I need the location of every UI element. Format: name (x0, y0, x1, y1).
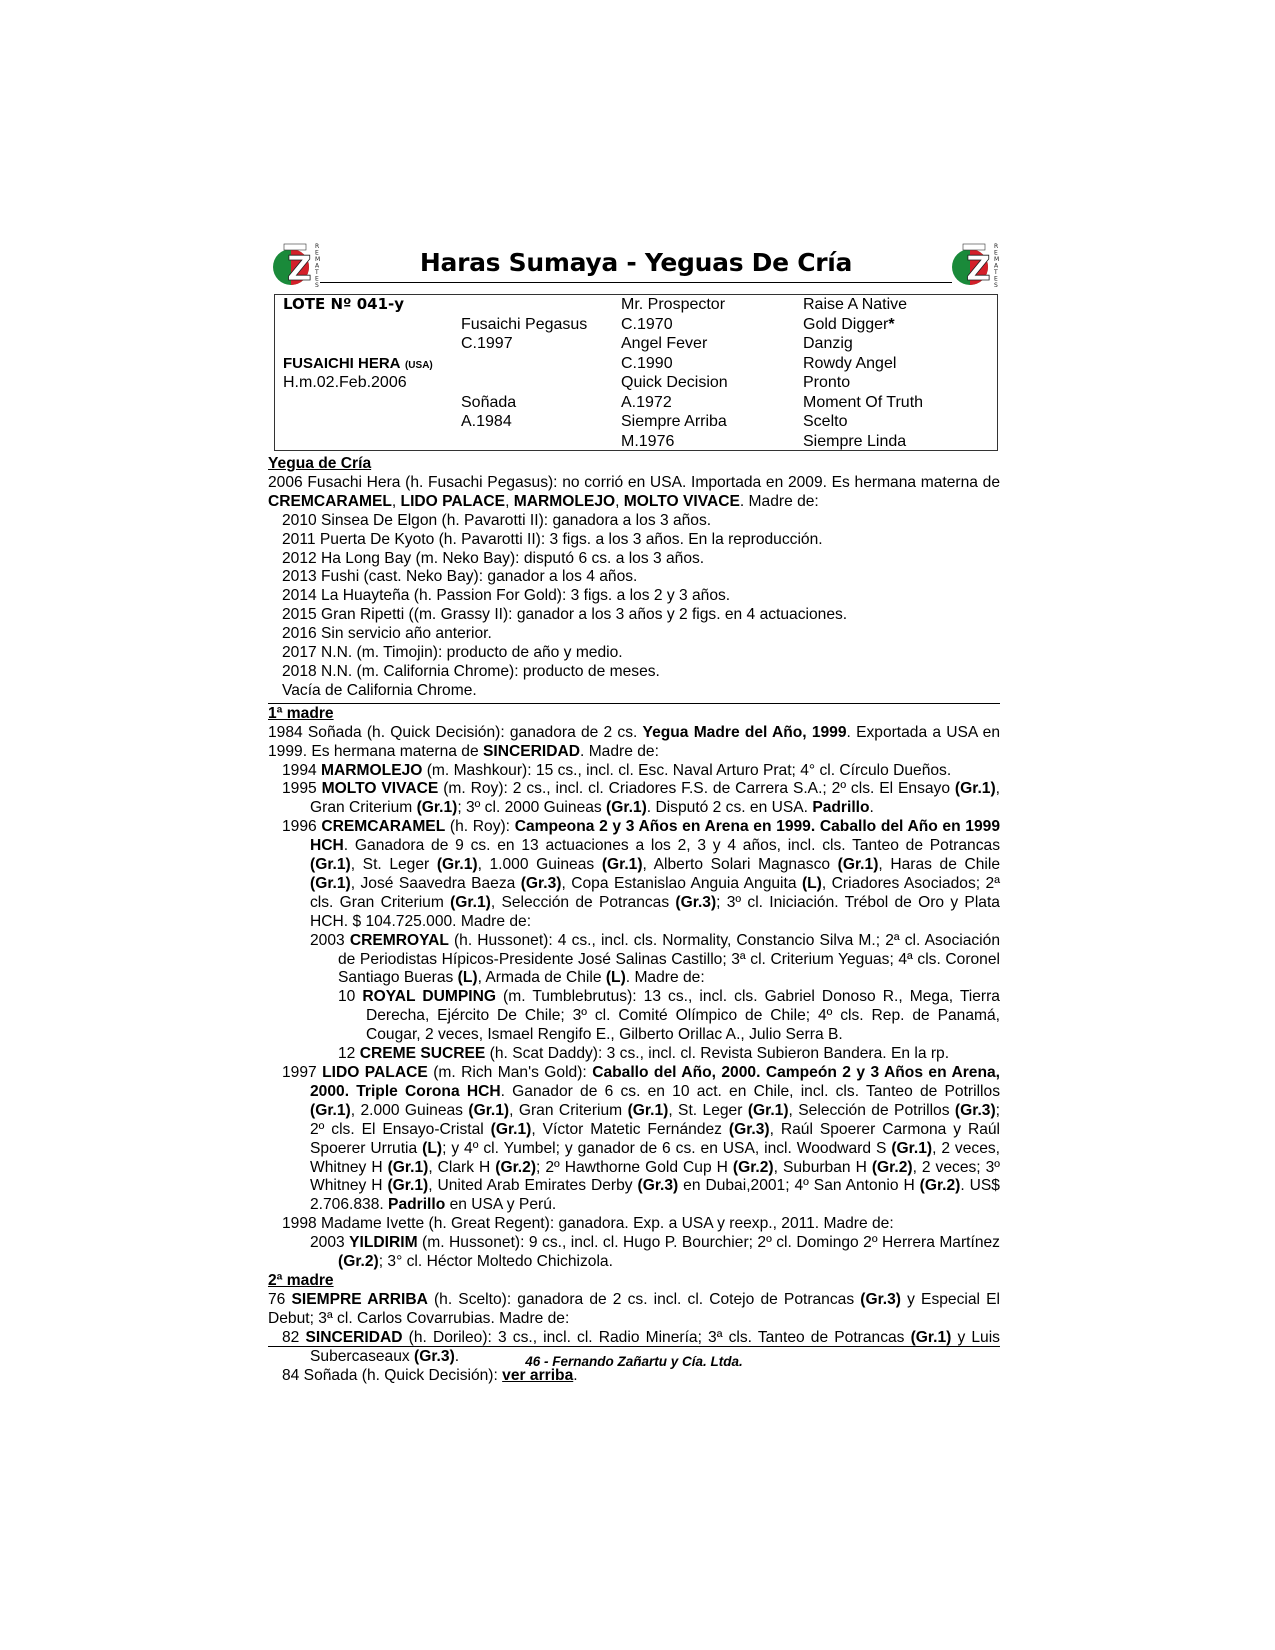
pedigree-col-greatgrandparents (803, 295, 923, 451)
pedigree-box (274, 294, 998, 451)
section-heading-madre2: 2ª madre (268, 1271, 334, 1289)
header (268, 240, 1000, 290)
entry-yildirim: 2003 YILDIRIM (m. Hussonet): 9 cs., incl. cl. Hugo P. Bourchier; 2º cl. Domingo 2º Herrera Martínez (Gr.2); 3° cl. Héctor Moltedo Chichizola. (310, 1234, 1000, 1271)
logo-letter: M (994, 256, 1000, 263)
logo-letter: E (315, 275, 319, 283)
section-heading-madre1: 1ª madre (268, 704, 334, 722)
list-item: 2011 Puerta De Kyoto (h. Pavarotti II): 3 figs. a los 3 años. En la reproducción. (282, 530, 823, 548)
logo-letter: A (315, 262, 320, 270)
pedigree-gen3: Scelto (803, 413, 848, 430)
pedigree-mark: * (888, 315, 895, 333)
list-item: 2014 La Huayteña (h. Passion For Gold): 3 figs. a los 2 y 3 años. (282, 587, 731, 605)
pedigree-gen3: Gold Digger (803, 315, 889, 333)
pedigree-col-horse (283, 295, 433, 393)
logo-letter: R (994, 243, 999, 250)
pedigree-gen2: C.1990 (621, 354, 673, 372)
list-item: 2010 Sinsea De Elgon (h. Pavarotti II): ganadora a los 3 años. (282, 511, 712, 529)
pedigree-gen2: C.1970 (621, 315, 673, 333)
logo-letter: T (994, 269, 998, 276)
sire: Fusaichi Pegasus (461, 315, 588, 333)
pedigree-gen3: Raise A Native (803, 296, 908, 313)
sire-year: C.1997 (461, 335, 513, 352)
list-item: 2017 N.N. (m. Timojin): producto de año y medio. (282, 644, 623, 662)
ver-arriba-link[interactable]: ver arriba (502, 1366, 574, 1384)
logo-letter: S (994, 282, 998, 288)
remates-logo-left (271, 240, 325, 288)
horse-name: FUSAICHI HERA (283, 354, 401, 372)
horse-name-line (283, 354, 433, 374)
madre2-intro: 76 SIEMPRE ARRIBA (h. Scelto): ganadora de 2 cs. incl. cl. Cotejo de Potrancas (Gr.3) y Especial El Debut; 3ª cl. Carlos Covarrubias. Madre de: (268, 1290, 1000, 1327)
logo-letter: M (315, 256, 321, 263)
logo-mark: Z (287, 249, 312, 288)
list-item: 2013 Fushi (cast. Neko Bay): ganador a los 4 años. (282, 568, 638, 586)
logo-letter: T (315, 269, 319, 276)
entry-madame-ivette: 1998 Madame Ivette (h. Great Regent): ganadora. Exp. a USA y reexp., 2011. Madre de: (282, 1215, 894, 1233)
entry-sonada: 84 Soñada (h. Quick Decisión): ver arriba. (282, 1366, 578, 1384)
entry-cremroyal: 2003 CREMROYAL (h. Hussonet): 4 cs., incl. cls. Normality, Constancio Silva M.; 2ª cl. Asociación de Periodistas Hípicos-Presidente José Salinas Castillo; 3ª cl. Criterium Yeguas; 4ª cls. Coronel Santiago Bueras (L), Armada de Chile (L). Madre de: (310, 931, 1000, 987)
page-title: Haras Sumaya - Yeguas De Cría (320, 244, 952, 283)
pedigree-gen3: Siempre Linda (803, 432, 907, 450)
entry-lido-palace: 1997 LIDO PALACE (m. Rich Man's Gold): Caballo del Año, 2000. Campeón 2 y 3 Años en Arena, 2000. Triple Corona HCH. Ganador de 6 cs. en 10 act. en Chile, incl. cls. Tanteo de Potrillos (Gr.1), 2.000 Guineas (Gr.1), Gran Criterium (Gr.1), St. Leger (Gr.1), Selección de Potrillos (Gr.3); 2º cls. El Ensayo-Cristal (Gr.1), Víctor Matetic Fernández (Gr.3), Raúl Spoerer Carmona y Raúl Spoerer Urrutia (L); y 4º cl. Yumbel; y ganador de 6 cs. en USA, incl. Woodward S (Gr.1), 2 veces, Whitney H (Gr.1), Clark H (Gr.2); 2º Hawthorne Gold Cup H (Gr.2), Suburban H (Gr.2), 2 veces; 3º Whitney H (Gr.1), United Arab Emirates Derby (Gr.3) en Dubai,2001; 4º San Antonio H (Gr.2). US$ 2.706.838. Padrillo en USA y Perú. (282, 1064, 1001, 1214)
footer-divider (268, 1346, 1000, 1347)
horse-desc: H.m.02.Feb.2006 (283, 374, 407, 391)
logo-letter: R (315, 243, 320, 250)
dam: Soñada (461, 393, 517, 411)
list-item: 2012 Ha Long Bay (m. Neko Bay): disputó 6 cs. a los 3 años. (282, 549, 705, 567)
logo-letter: E (994, 249, 998, 257)
entry-creme-sucree: 12 CREME SUCREE (h. Scat Daddy): 3 cs., incl. cl. Revista Subieron Bandera. En la rp. (338, 1045, 950, 1063)
pedigree-col-parents (461, 295, 587, 432)
list-item: 2015 Gran Ripetti ((m. Grassy II): ganador a los 3 años y 2 figs. en 4 actuaciones. (282, 606, 848, 624)
remates-logo-icon (950, 240, 1004, 288)
divider (268, 703, 1000, 704)
entry-marmolejo: 1994 MARMOLEJO (m. Mashkour): 15 cs., incl. cl. Esc. Naval Arturo Prat; 4° cl. Círculo Dueños. (282, 761, 952, 779)
logo-letter: S (315, 282, 319, 288)
dam-year: A.1984 (461, 413, 512, 430)
yegua-intro: 2006 Fusachi Hera (h. Fusachi Pegasus): no corrió en USA. Importada en 2009. Es hermana materna de CREMCARAMEL, LIDO PALACE, MARMOLEJO, MOLTO VIVACE. Madre de: (268, 473, 1000, 510)
page (268, 240, 1000, 1385)
pedigree-gen2: Siempre Arriba (621, 413, 727, 430)
list-item: 2016 Sin servicio año anterior. (282, 625, 492, 643)
pedigree-gen3-line (803, 315, 923, 335)
logo-letter: E (994, 275, 998, 283)
pedigree-gen2: Mr. Prospector (621, 296, 726, 313)
pedigree-gen3: Pronto (803, 374, 851, 391)
pedigree-gen2: Quick Decision (621, 374, 728, 391)
pedigree-gen3: Danzig (803, 335, 853, 352)
lote-number: LOTE Nº 041-y (283, 295, 405, 313)
entry-cremcaramel: 1996 CREMCARAMEL (h. Roy): Campeona 2 y 3 Años en Arena en 1999. Caballo del Año en 1999 HCH. Ganadora de 9 cs. en 13 actuaciones a los 2, 3 y 4 años, incl. cls. Tanteo de Potrancas (Gr.1), St. Leger (Gr.1), 1.000 Guineas (Gr.1), Alberto Solari Magnasco (Gr.1), Haras de Chile (Gr.1), José Saavedra Baeza (Gr.3), Copa Estanislao Anguia Anguita (L), Criadores Asociados; 2ª cls. Gran Criterium (Gr.1), Selección de Potrancas (Gr.3); 3º cl. Iniciación. Trébol de Oro y Plata HCH. $ 104.725.000. Madre de: (282, 818, 1001, 930)
logo-letter: E (315, 249, 319, 257)
page-footer: 46 - Fernando Zañartu y Cía. Ltda. (525, 1354, 743, 1369)
content (268, 455, 1000, 1385)
pedigree-gen2: A.1972 (621, 393, 672, 411)
entry-molto-vivace: 1995 MOLTO VIVACE (m. Roy): 2 cs., incl. cl. Criadores F.S. de Carrera S.A.; 2º cls. El Ensayo (Gr.1), Gran Criterium (Gr.1); 3º cl. 2000 Guineas (Gr.1). Disputó 2 cs. en USA. Padrillo. (282, 780, 1000, 817)
pedigree-gen3: Moment Of Truth (803, 393, 924, 411)
section-heading-yegua: Yegua de Cría (268, 455, 372, 472)
entry-sinceridad: 82 SINCERIDAD (h. Dorileo): 3 cs., incl. cl. Radio Minería; 3ª cls. Tanteo de Potrancas (Gr.1) y Luis Subercaseaux (Gr.3). (282, 1328, 1000, 1365)
list-item: Vacía de California Chrome. (282, 681, 477, 699)
pedigree-col-grandparents (621, 295, 728, 451)
list-item: 2018 N.N. (m. California Chrome): producto de meses. (282, 662, 660, 680)
madre1-intro: 1984 Soñada (h. Quick Decisión): ganadora de 2 cs. Yegua Madre del Año, 1999. Exportada a USA en 1999. Es hermana materna de SINCERIDAD. Madre de: (268, 723, 1000, 760)
remates-logo-right (950, 240, 1004, 288)
horse-origin: (USA) (404, 359, 433, 371)
entry-royal-dumping: 10 ROYAL DUMPING (m. Tumblebrutus): 13 cs., incl. cls. Gabriel Donoso R., Mega, Tierra Derecha, Ejército De Chile; 3º cl. Comité Olímpico de Chile; 4º cls. Rep. de Panamá, Cougar, 2 veces, Ismael Rengifo E., Gilberto Orillac A., Julio Serra B. (338, 988, 1000, 1044)
logo-mark: Z (966, 249, 991, 288)
pedigree-gen3: Rowdy Angel (803, 354, 897, 372)
logo-letter: A (994, 262, 999, 270)
remates-logo-icon (271, 240, 325, 288)
pedigree-gen2: M.1976 (621, 432, 675, 450)
pedigree-gen2: Angel Fever (621, 335, 708, 352)
